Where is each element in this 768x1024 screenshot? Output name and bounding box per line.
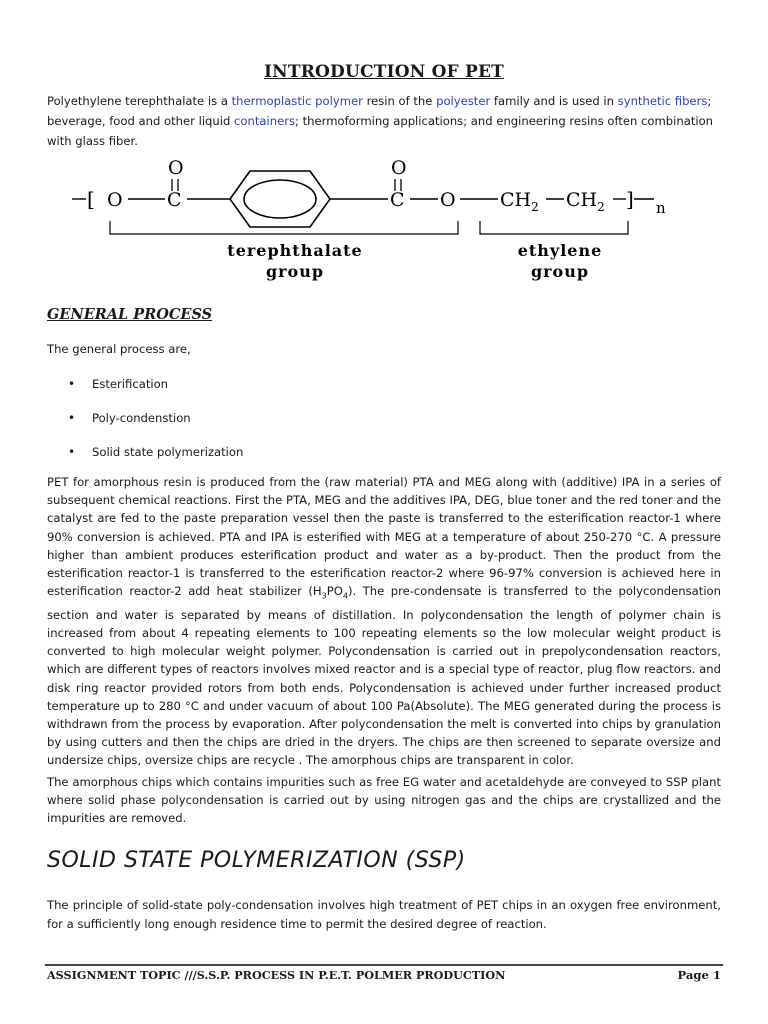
process-list — [68, 374, 243, 476]
formula-right-bracket: ] — [626, 187, 634, 211]
intro-text-3: family and is used in — [490, 94, 618, 108]
intro-paragraph — [47, 91, 721, 151]
link-polyester[interactable]: polyester — [436, 94, 491, 108]
footer-page-number: Page 1 — [677, 968, 721, 982]
link-thermoplastic-polymer[interactable]: thermoplastic polymer — [231, 94, 363, 108]
intro-text-2: resin of the — [362, 94, 437, 108]
label-terephthalate-group: group — [265, 262, 325, 281]
process-paragraph: PET for amorphous resin is produced from the (raw material) PTA and MEG along with (additive) IPA in a series of subsequent chemical reactions. First the PTA, MEG and the additives IPA, DEG, blue toner and the red toner and the catalyst are fed to the paste preparation vessel then the paste is transferred to the esterification reactor-1 where 90% conversion is achieved. PTA and IPA is esterified with MEG at a temperature of about 250-270 °C. A pressure higher than ambient produces esterification product and water as a by-product. Then the product from the esterification reactor-1 is transferred to the esterification reactor-2 where 96-97% conversion is achieved here in esterification reactor-2 add heat stabilizer $(H_3PO_4)$. The pre-condensate is transferred to the polycondensation section and water is separated by means of distillation. In polycondensation the length of polymer chain is increased from about 4 repeating elements to 100 repeating elements so the low molecular weight product is converted to high molecular weight polymer. Polycondensation is carried out in prepolycondensation reactors, which are different types of reactors involves mixed reactor and is a special type of reactor, plug flow reactors. and disk ring reactor provided rotors from both ends. Polycondensation is achieved under further increased product temperature up to 280 °C and under vacuum of about 100 Pa(Absolute). The MEG generated during the process is withdrawn from the process by evaporation. After polycondensation the melt is converted into chips by granulation by using cutters and then the chips are dried in the dryers. The chips are then screened to separate oversize and undersize chips, oversize chips are recycle . The amorphous chips are transparent in color. — [47, 475, 721, 768]
heading-ssp: SOLID STATE POLYMERIZATION (SSP) — [47, 848, 466, 873]
link-containers[interactable]: containers — [234, 114, 296, 128]
formula-o-top-left: O — [168, 157, 184, 179]
bracket-ethylene — [480, 221, 628, 234]
link-synthetic-fibers[interactable]: synthetic fibers — [617, 94, 708, 108]
formula-o-top-right: O — [391, 157, 407, 179]
footer-divider — [45, 964, 723, 966]
label-terephthalate: terephthalate — [227, 241, 363, 260]
pet-structural-formula — [60, 155, 700, 285]
footer-assignment-topic: ASSIGNMENT TOPIC ///S.S.P. PROCESS IN P.E.T. POLMER PRODUCTION — [47, 968, 506, 982]
amorphous-chips-paragraph: The amorphous chips which contains impurities such as free EG water and acetaldehyde are conveyed to SSP plant where solid phase polycondensation is carried out by using nitrogen gas and the chips are crystallized and the impurities are removed. — [47, 775, 721, 826]
label-ethylene: ethylene — [517, 241, 603, 260]
intro-text-4: ; beverage, food and other liquid — [47, 94, 712, 128]
ssp-paragraph: The principle of solid-state poly-condensation involves high treatment of PET chips in an oxygen free environment, for a sufficiently long enough residence time to permit the desired degree of reaction. — [47, 898, 721, 931]
formula-c-left: C — [167, 189, 182, 211]
formula-o-right: O — [440, 189, 456, 211]
formula-ch2-a: $CH_2$ — [500, 189, 539, 214]
general-process-lead: The general process are, — [47, 342, 191, 356]
intro-text-5: ; thermoforming applications; and engineering resins often combination with glass fiber. — [47, 114, 714, 148]
formula-left-bracket: [ — [87, 187, 95, 211]
intro-text-1: Polyethylene terephthalate is a — [47, 94, 232, 108]
label-ethylene-group: group — [530, 262, 590, 281]
list-item: • Esterification — [68, 374, 243, 408]
list-item: • Poly-condenstion — [68, 408, 243, 442]
formula-c-right: C — [390, 189, 405, 211]
bullet-icon: • — [68, 445, 76, 459]
formula-o-left: O — [107, 189, 123, 211]
heading-general-process: GENERAL PROCESS — [47, 306, 213, 323]
bullet-icon: • — [68, 411, 76, 425]
bullet-icon: • — [68, 377, 76, 391]
formula-n: n — [656, 199, 666, 217]
benzene-inner-circle — [244, 180, 316, 218]
page-title: INTRODUCTION OF PET — [263, 62, 505, 82]
list-item: • Solid state polymerization — [68, 442, 243, 476]
formula-ch2-b: $CH_2$ — [566, 189, 605, 214]
